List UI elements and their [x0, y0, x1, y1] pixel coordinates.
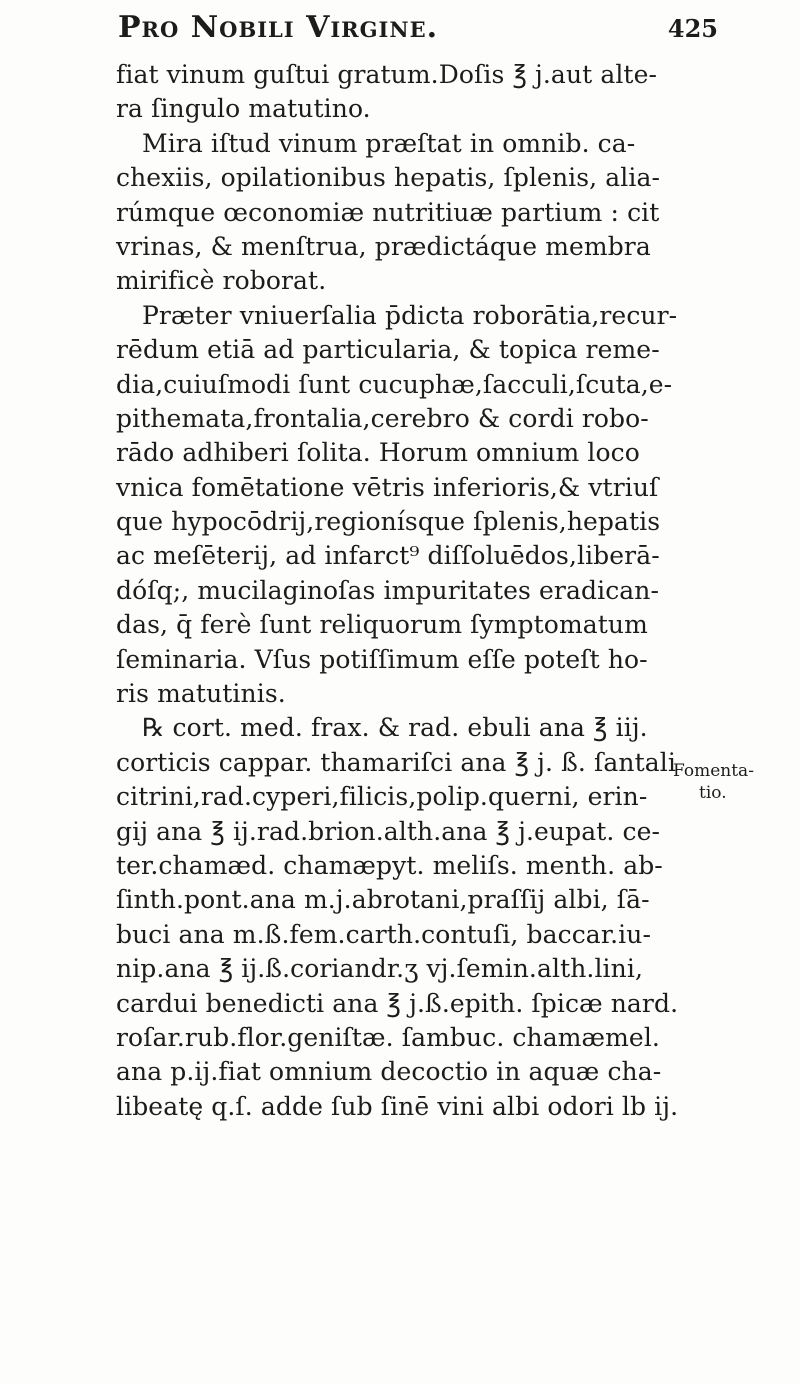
running-head: [118, 10, 718, 52]
text-line: corticis cappar. thamariſci ana ℥ j. ß. ſantali: [116, 747, 676, 777]
margin-note: [673, 760, 783, 804]
text-line: ter.chamæd. chamæpyt. meliſs. menth. ab-: [116, 850, 663, 880]
text-line: Præter vniuerſalia p̄dicta roborātia,recur-: [142, 300, 678, 330]
text-line: libeatę q.ſ. adde ſub ſinē vini albi odori lb ij.: [116, 1091, 679, 1121]
text-line: fiat vinum guſtui gratum.Doſis ℥ j.aut alte-: [116, 60, 658, 89]
text-line: nip.ana ℥ ij.ß.coriandr.ʒ vj.ſemin.alth.lini,: [116, 954, 643, 984]
text-line: ris matutinis.: [116, 679, 286, 709]
text-line: ra ſingulo matutino.: [116, 94, 371, 124]
text-line: gij ana ℥ ij.rad.brion.alth.ana ℥ j.eupat. ce-: [116, 816, 661, 846]
margin-note-line: tio.: [699, 783, 727, 803]
text-line: ſeminaria. Vſus potiſſimum eſſe poteſt ho-: [116, 644, 648, 674]
margin-note-line: Fomenta-: [673, 761, 754, 781]
page-number: 425: [667, 14, 718, 43]
text-line: ana p.ij.fiat omnium decoctio in aquæ cha-: [116, 1057, 662, 1087]
text-line: rúmque œconomiæ nutritiuæ partium : cit: [116, 197, 660, 227]
text-line: ſinth.pont.ana m.j.abrotani,praſſij albi, ſā-: [116, 885, 650, 915]
text-line: ℞ cort. med. frax. & rad. ebuli ana ℥ iij.: [142, 713, 648, 743]
text-line: vnica fomētatione vētris inferioris,& vtriuſ: [116, 472, 659, 502]
text-line: roſar.rub.flor.geniſtæ. ſambuc. chamæmel.: [116, 1022, 660, 1052]
text-line: citrini,rad.cyperi,filicis,polip.querni, erin-: [116, 782, 648, 812]
text-line: buci ana m.ß.fem.carth.contuſi, baccar.iu-: [116, 919, 652, 949]
text-line: rādo adhiberi ſolita. Horum omnium loco: [116, 438, 640, 468]
text-line: pithemata,frontalia,cerebro & cordi robo-: [116, 403, 649, 433]
text-line: rēdum etiā ad particularia, & topica reme-: [116, 335, 660, 365]
text-line: mirificè roborat.: [116, 266, 327, 296]
text-line: dia,cuiuſmodi ſunt cucuphæ,ſacculi,ſcuta,e-: [116, 369, 673, 399]
running-title: Pro Nobili Virgine.: [118, 10, 439, 45]
body-text: [116, 58, 679, 1124]
text-line: chexiis, opilationibus hepatis, ſplenis, alia-: [116, 163, 661, 193]
text-line: cardui benedicti ana ℥ j.ß.epith. ſpicæ nard.: [116, 988, 679, 1018]
text-line: vrinas, & menſtrua, prædictáque membra: [116, 231, 651, 261]
text-line: Mira iſtud vinum præſtat in omnib. ca-: [142, 128, 636, 158]
text-line: ac meſēterij, ad infarct⁹ diſſoluēdos,liberā-: [116, 541, 660, 571]
text-line: dóſq;, mucilaginoſas impuritates eradican-: [116, 575, 660, 605]
text-line: que hypocōdrij,regionísque ſplenis,hepatis: [116, 507, 661, 537]
text-line: das, q̄ ferè ſunt reliquorum ſymptomatum: [116, 610, 648, 640]
